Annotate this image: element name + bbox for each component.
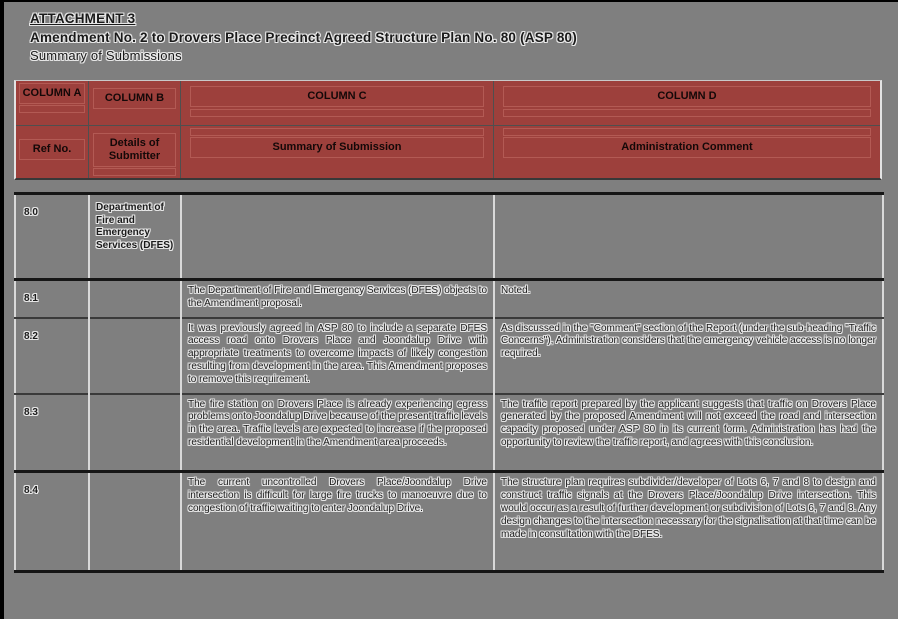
amendment-title: Amendment No. 2 to Drovers Place Precinct Agreed Structure Plan No. 80 (ASP 80) xyxy=(30,30,577,45)
header-cell-ref-no xyxy=(16,125,88,178)
column-d-label: COLUMN D xyxy=(657,90,717,102)
header-decor-box xyxy=(93,168,176,176)
ref-cell: 8.3 xyxy=(24,406,38,418)
details-of-submitter-label: Details of Submitter xyxy=(108,137,161,162)
header-cell-details-of-submitter xyxy=(88,125,180,178)
header-cell-column-b xyxy=(88,81,180,125)
ref-cell: 8.1 xyxy=(24,293,38,304)
header-decor-box xyxy=(190,109,484,117)
comment-cell: Noted. xyxy=(494,280,883,318)
column-c-label: COLUMN C xyxy=(307,90,367,102)
submissions-table xyxy=(14,192,884,573)
ref-no-label: Ref No. xyxy=(32,143,72,155)
comment-cell xyxy=(494,194,883,280)
attachment-title: ATTACHMENT 3 xyxy=(30,11,136,26)
submission-cell: The fire station on Drovers Place is already experiencing egress problems onto Joondalup Drive because of the present traffic levels in the area. Traffic levels are expected to increase if the proposed residential development in the Amendment area proceeds. xyxy=(181,394,494,472)
table-row xyxy=(15,318,883,394)
subtitle: Summary of Submissions xyxy=(30,48,182,63)
header-cell-column-a xyxy=(16,81,88,125)
header-decor-box xyxy=(190,128,484,136)
scan-edge-top xyxy=(0,0,898,2)
summary-of-submission-label: Summary of Submission xyxy=(272,141,402,153)
header-cell-column-c xyxy=(180,81,493,125)
column-b-label: COLUMN B xyxy=(104,92,165,104)
header-cell-administration-comment xyxy=(493,125,880,178)
table-row xyxy=(15,394,883,472)
header-decor-box xyxy=(503,109,871,117)
ref-cell: 8.4 xyxy=(24,485,38,496)
comment-cell: The structure plan requires subdivider/developer of Lots 6, 7 and 8 to design and construct traffic signals at the Drovers Place/Joondalup Drive intersection. This would occur as a result of further development or subdivision of Lots 6, 7 and 8. Any design changes to the intersection necessary for the signalisation at that time can be made in consultation with the DFES. xyxy=(494,472,883,572)
header-decor-box xyxy=(19,105,85,113)
header-cell-summary-of-submission xyxy=(180,125,493,178)
ref-cell: 8.0 xyxy=(24,207,38,218)
scan-edge-left xyxy=(0,0,4,619)
header-decor-box xyxy=(503,128,871,136)
table-row xyxy=(15,280,883,318)
submission-cell xyxy=(181,194,494,280)
table-header xyxy=(14,80,882,180)
table-row xyxy=(15,194,883,280)
submitter-cell xyxy=(89,280,181,318)
submission-cell: The Department of Fire and Emergency Services (DFES) objects to the Amendment proposal. xyxy=(181,280,494,318)
header-cell-column-d xyxy=(493,81,880,125)
ref-cell: 8.2 xyxy=(24,330,38,342)
document-titles xyxy=(30,9,577,65)
submitter-cell xyxy=(89,394,181,472)
table-row xyxy=(15,472,883,572)
submitter-cell xyxy=(89,472,181,572)
submission-cell: It was previously agreed in ASP 80 to include a separate DFES access road onto Drovers Place and Joondalup Drive with appropriate treatments to overcome impacts of likely congestion resulting from development in the area. This Amendment proposes to remove this requirement. xyxy=(181,318,494,394)
submission-cell: The current uncontrolled Drovers Place/Joondalup Drive intersection is difficult for large fire trucks to manoeuvre due to congestion of traffic waiting to enter Joondalup Drive. xyxy=(181,472,494,572)
submitter-cell xyxy=(89,318,181,394)
comment-cell: As discussed in the "Comment" section of the Report (under the sub-heading "Traffic Concerns"), Administration considers that the emergency vehicle access is no longer required. xyxy=(494,318,883,394)
submitter-cell: Department of Fire and Emergency Services (DFES) xyxy=(89,194,181,280)
comment-cell: The traffic report prepared by the applicant suggests that traffic on Drovers Place generated by the proposed Amendment will not exceed the road and intersection capacity proposed under ASP 80 in its current form. Administration has had the opportunity to review the traffic report, and agrees with this conclusion. xyxy=(494,394,883,472)
administration-comment-label: Administration Comment xyxy=(621,141,753,153)
column-a-label: COLUMN A xyxy=(22,87,82,99)
